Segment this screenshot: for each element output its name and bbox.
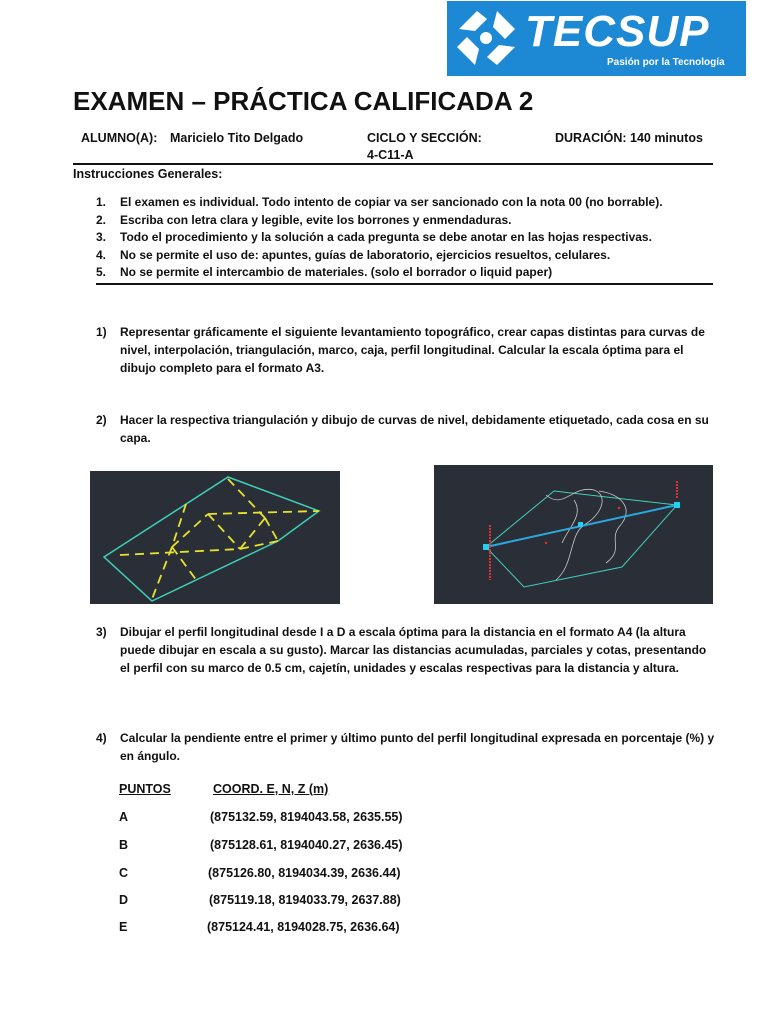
profile-end-marker: [674, 502, 680, 508]
point-coords: (875128.61, 8194040.27, 2636.45): [210, 838, 403, 852]
contour-profile-drawing: [434, 465, 713, 604]
point-id: A: [119, 810, 129, 824]
point-coords: (875132.59, 8194043.58, 2635.55): [210, 810, 403, 824]
question-4: 4) Calcular la pendiente entre el primer y último punto del perfil longitudinal expresada en porcentaje (%) y en ángulo.: [96, 731, 715, 763]
triangulation-lines: [120, 479, 319, 599]
student-info-row: [73, 131, 713, 163]
exam-title: EXAMEN – PRÁCTICA CALIFICADA 2: [73, 86, 534, 116]
profile-start-marker: [483, 544, 489, 550]
points-header: PUNTOS: [119, 782, 171, 796]
instructions-list: [96, 194, 663, 282]
contour-line: [599, 491, 626, 563]
instruction-item: 4. No se permite el uso de: apuntes, guías de laboratorio, ejercicios resueltos, celulares.: [96, 247, 611, 262]
student-name: Maricielo Tito Delgado: [170, 131, 304, 145]
point-id: C: [119, 866, 129, 880]
point-coords: (875126.80, 8194034.39, 2636.44): [208, 866, 401, 880]
point-id: D: [119, 893, 129, 907]
profile-mid-marker: [578, 522, 583, 527]
triangulation-drawing: [90, 471, 340, 604]
logo-tagline: Pasión por la Tecnología: [607, 57, 725, 68]
point-id: E: [119, 920, 128, 934]
point-coords: (875119.18, 8194033.79, 2637.88): [209, 893, 401, 907]
duration: DURACIÓN: 140 minutos: [555, 131, 703, 145]
instructions-title: Instrucciones Generales:: [73, 167, 223, 181]
contour-line: [546, 489, 602, 580]
question-3: 3) Dibujar el perfil longitudinal desde I a D a escala óptima para la distancia en el formato A4 (la altura puede dibujar en escala a su gusto). Marcar las distancias acumuladas, parciales y cotas, presentando el perfil con su marco de 0.5 cm, cajetín, unidades y escalas respectivas para la distancia y altura.: [96, 625, 707, 675]
contour-line: [562, 500, 577, 543]
cycle-value: 4-C11-A: [367, 148, 414, 162]
tecsup-logo: [447, 1, 746, 76]
survey-boundary: [486, 491, 677, 587]
instruction-item: 3. Todo el procedimiento y la solución a cada pregunta se debe anotar en las hojas respectivas.: [96, 230, 652, 244]
instruction-item: 1. El examen es individual. Todo intento de copiar va ser sancionado con la nota 00 (no borrable).: [96, 195, 663, 209]
logo-wordmark: TECSUP: [525, 7, 710, 56]
instructions-divider: [96, 283, 713, 285]
header-divider: [73, 163, 713, 165]
coords-header: COORD. E, N, Z (m): [213, 782, 329, 796]
tecsup-logo-icon: [453, 7, 519, 69]
instruction-item: 5. No se permite el intercambio de materiales. (solo el borrador o liquid paper): [96, 265, 553, 279]
question-2: 2) Hacer la respectiva triangulación y dibujo de curvas de nivel, debidamente etiquetado, cada cosa en su capa.: [96, 413, 709, 445]
triangulation-figure: [90, 471, 340, 604]
cycle-label: CICLO Y SECCIÓN:: [367, 131, 482, 145]
question-1: 1) Representar gráficamente el siguiente levantamiento topográfico, crear capas distintas para curvas de nivel, interpolación, triangulación, marco, caja, perfil longitudinal. Calcular la escala óptima para el dibujo completo para el formato A3.: [96, 325, 705, 375]
contour-profile-figure: [434, 465, 713, 604]
point-id: B: [119, 838, 129, 852]
survey-boundary: [104, 477, 319, 601]
instruction-item: 2. Escriba con letra clara y legible, evite los borrones y enmendaduras.: [96, 212, 512, 227]
student-label: ALUMNO(A):: [81, 131, 158, 145]
point-coords: (875124.41, 8194028.75, 2636.64): [207, 920, 400, 934]
